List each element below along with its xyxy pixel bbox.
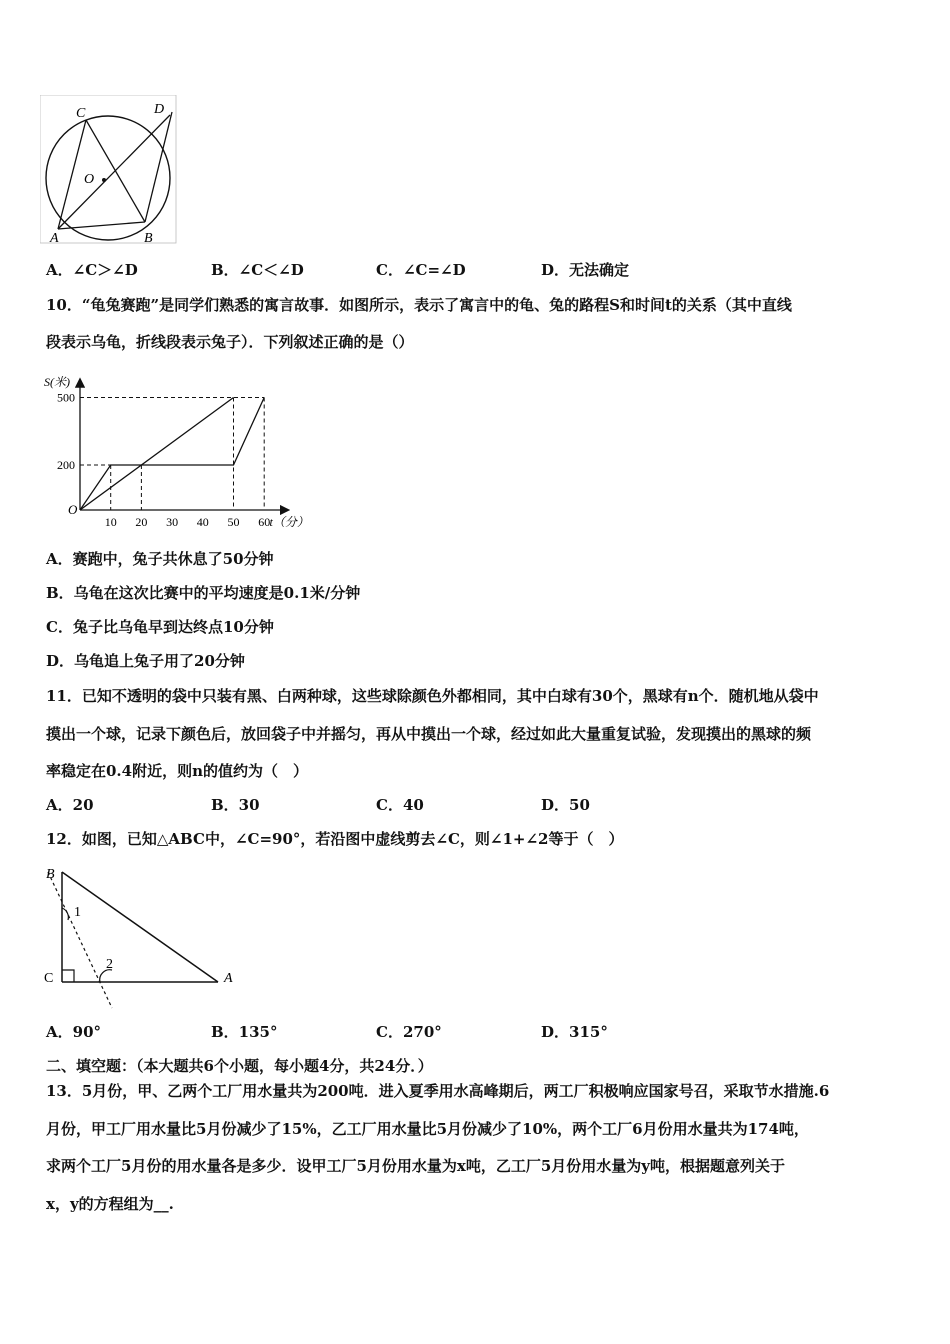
q12-option-b: B．135° — [211, 1023, 278, 1041]
q11-option-b: B．30 — [211, 796, 260, 814]
q12-option-c: C．270° — [376, 1023, 442, 1041]
y-tick-label: 500 — [57, 390, 75, 405]
q11-option-d: D．50 — [541, 796, 590, 814]
label-a: A — [50, 231, 59, 245]
x-tick-label: 50 — [227, 515, 240, 529]
q11-option-a: A．20 — [46, 796, 94, 814]
label-b: B — [144, 231, 153, 245]
q9-option-c: C．∠C=∠D — [376, 261, 466, 279]
origin-label: O — [68, 502, 78, 517]
side-ab — [62, 872, 218, 982]
q12-option-d: D．315° — [541, 1023, 608, 1041]
center-dot — [102, 178, 106, 182]
q10-option-c: C．兔子比乌龟早到达终点10分钟 — [46, 618, 274, 636]
q12-triangle-figure — [40, 860, 245, 1010]
q9-option-d: D．无法确定 — [541, 261, 630, 279]
series-tortoise-line — [80, 398, 234, 511]
label-d: D — [154, 102, 165, 117]
segment-ab — [58, 222, 145, 229]
x-tick-label: 60 — [258, 515, 271, 529]
q10-stem-line1: 10．“龟兔赛跑”是同学们熟悉的寓言故事．如图所示，表示了寓言中的龟、兔的路程S和时间t的关系（其中直线 — [46, 296, 792, 314]
x-tick-label: 30 — [166, 515, 179, 529]
q11-stem-line2: 摸出一个球，记录下颜色后，放回袋子中并摇匀，再从中摸出一个球，经过如此大量重复试验，发现摸出的黑球的频 — [46, 725, 812, 743]
y-axis-label: S(米) — [44, 375, 70, 389]
q13-stem-line3: 求两个工厂5月份的用水量各是多少．设甲工厂5月份用水量为x吨，乙工厂5月份用水量为y吨，根据题意列关于 — [46, 1157, 785, 1175]
label-2: 2 — [106, 957, 113, 972]
x-tick-label: 20 — [135, 515, 148, 529]
y-tick-label: 200 — [57, 458, 75, 472]
q10-stem-line2: 段表示乌龟，折线段表示兔子）．下列叙述正确的是（） — [46, 333, 414, 351]
series-rabbit-line — [80, 398, 264, 511]
section-2-heading: 二、填空题：（本大题共6个小题，每小题4分，共24分．） — [46, 1057, 433, 1075]
segment-ad — [58, 115, 170, 229]
label-o: O — [84, 172, 95, 187]
q9-circle-figure — [40, 95, 190, 245]
q12-option-a: A．90° — [46, 1023, 102, 1041]
cut-dashed-line — [48, 872, 112, 1008]
q9-option-a: A．∠C＞∠D — [46, 261, 138, 279]
q13-stem-line2: 月份，甲工厂用水量比5月份减少了15%，乙工厂用水量比5月份减少了10%，两个工厂6月份用水量共为174吨， — [46, 1120, 809, 1138]
q10-distance-time-chart — [40, 368, 330, 533]
segment-bd — [145, 112, 172, 222]
q10-option-a: A．赛跑中，兔子共休息了50分钟 — [46, 550, 274, 568]
x-tick-label: 40 — [196, 515, 209, 529]
q10-option-d: D．乌龟追上兔子用了20分钟 — [46, 652, 245, 670]
x-tick-label: 10 — [104, 515, 117, 529]
q9-option-b: B．∠C＜∠D — [211, 261, 304, 279]
label-b: B — [46, 867, 55, 882]
q11-stem-line1: 11．已知不透明的袋中只装有黑、白两种球，这些球除颜色外都相同，其中白球有30个，黑球有n个．随机地从袋中 — [46, 687, 819, 705]
label-1: 1 — [74, 905, 81, 920]
right-angle-mark — [62, 970, 74, 982]
label-c: C — [76, 106, 86, 121]
q12-stem: 12．如图，已知△ABC中，∠C=90°，若沿图中虚线剪去∠C，则∠1+∠2等于（ ） — [46, 830, 624, 848]
q13-stem-line1: 13．5月份，甲、乙两个工厂用水量共为200吨．进入夏季用水高峰期后，两工厂积极响应国家号召，采取节水措施.6 — [46, 1082, 830, 1100]
label-a: A — [224, 971, 233, 986]
x-axis-label: t（分） — [269, 515, 309, 529]
label-c: C — [44, 971, 54, 986]
q13-stem-line4: x，y的方程组为__. — [46, 1195, 174, 1213]
q10-option-b: B．乌龟在这次比赛中的平均速度是0.1米/分钟 — [46, 584, 361, 602]
q11-stem-line3: 率稳定在0.4附近，则n的值约为（ ） — [46, 762, 309, 780]
q11-option-c: C．40 — [376, 796, 424, 814]
angle-1-arc — [62, 908, 68, 920]
